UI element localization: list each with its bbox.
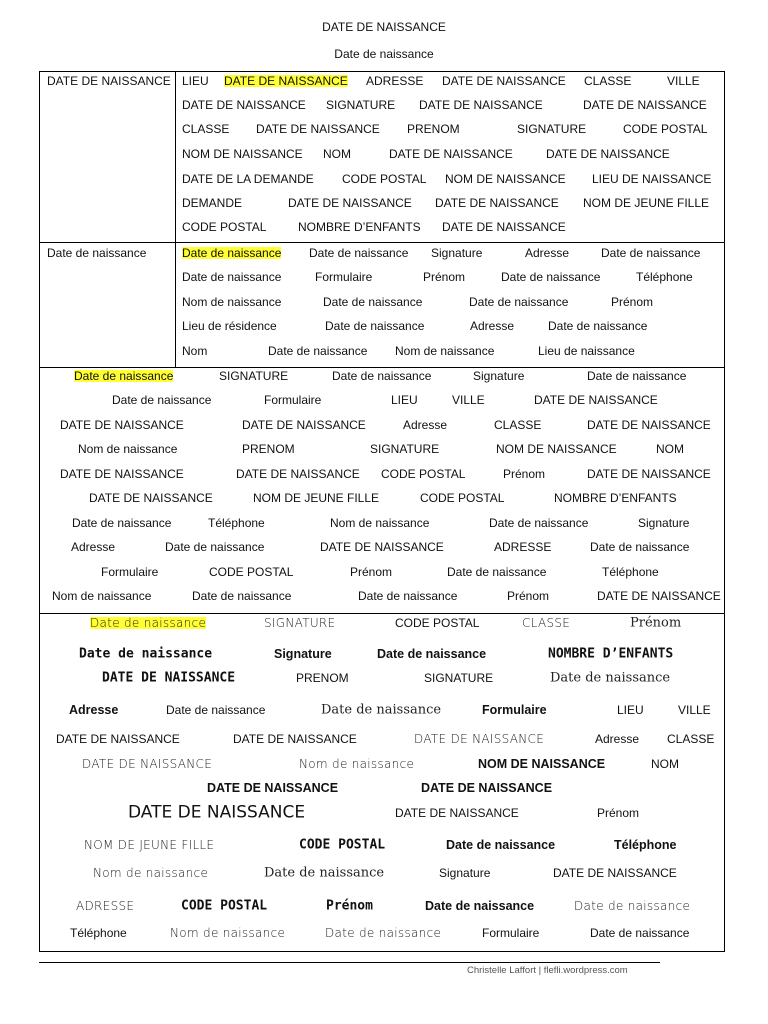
word: CODE POSTAL	[209, 565, 294, 579]
word: Formulaire	[264, 393, 322, 407]
word: Date de naissance	[321, 702, 442, 718]
word: Adresse	[403, 418, 448, 432]
word: Date de naissance	[268, 344, 368, 358]
word: DATE DE NAISSANCE	[597, 589, 721, 603]
word: Date de naissance	[323, 295, 423, 309]
word: Date de naissance	[377, 646, 487, 661]
word: CODE POSTAL	[420, 491, 505, 505]
word: Date de naissance	[548, 319, 648, 333]
row-divider	[40, 613, 724, 614]
word: Téléphone	[636, 270, 693, 284]
word: PRENOM	[407, 122, 460, 136]
word: NOMBRE D’ENFANTS	[548, 646, 674, 662]
word: CODE POSTAL	[381, 467, 466, 481]
word: Date de naissance	[112, 393, 212, 407]
word: DEMANDE	[182, 196, 243, 210]
word: ADRESSE	[76, 899, 135, 913]
word: SIGNATURE	[326, 98, 396, 112]
word: Prénom	[503, 467, 546, 481]
word: Nom	[182, 344, 208, 358]
word: DATE DE NAISSANCE	[242, 418, 366, 432]
word: DATE DE NAISSANCE	[128, 802, 306, 823]
word: Date de naissance	[469, 295, 569, 309]
word: NOMBRE D’ENFANTS	[298, 220, 421, 234]
word: Date de naissance	[489, 516, 589, 530]
word: NOM DE JEUNE FILLE	[253, 491, 380, 505]
word: DATE DE NAISSANCE	[395, 806, 519, 820]
highlighted-word: Date de naissance	[90, 616, 207, 630]
word: Adresse	[71, 540, 116, 554]
word: Adresse	[69, 702, 119, 717]
word: PRENOM	[296, 671, 349, 685]
word: DATE DE NAISSANCE	[233, 732, 357, 746]
word: DATE DE NAISSANCE	[553, 866, 677, 880]
word: CODE POSTAL	[395, 616, 480, 630]
word: Date de naissance	[72, 516, 172, 530]
page-title: DATE DE NAISSANCE	[322, 20, 446, 34]
word: Adresse	[470, 319, 515, 333]
word: DATE DE NAISSANCE	[414, 732, 545, 746]
word: Date de naissance	[332, 369, 432, 383]
word: CODE POSTAL	[181, 898, 268, 914]
word: Date de naissance	[192, 589, 292, 603]
word: DATE DE NAISSANCE	[435, 196, 559, 210]
word: Formulaire	[482, 926, 540, 940]
word: DATE DE NAISSANCE	[56, 732, 180, 746]
word: Prénom	[423, 270, 466, 284]
word: DATE DE NAISSANCE	[60, 467, 184, 481]
word: SIGNATURE	[264, 616, 336, 630]
word: NOM	[651, 757, 679, 771]
word: DATE DE NAISSANCE	[182, 98, 306, 112]
word: Date de naissance	[501, 270, 601, 284]
word: Date de naissance	[79, 646, 213, 662]
word: DATE DE NAISSANCE	[419, 98, 543, 112]
word: Prénom	[350, 565, 393, 579]
word: SIGNATURE	[219, 369, 289, 383]
word: Nom de naissance	[52, 589, 152, 603]
word: Formulaire	[315, 270, 373, 284]
word: CODE POSTAL	[342, 172, 427, 186]
word: DATE DE NAISSANCE	[389, 147, 513, 161]
word: CODE POSTAL	[623, 122, 708, 136]
word: NOM DE JEUNE FILLE	[84, 838, 215, 852]
word: LIEU	[182, 74, 209, 88]
highlighted-word: Date de naissance	[182, 246, 282, 260]
word: Date de naissance	[165, 540, 265, 554]
word: DATE DE NAISSANCE	[288, 196, 412, 210]
word: Date de naissance	[590, 540, 690, 554]
word: Téléphone	[70, 926, 127, 940]
word: DATE DE NAISSANCE	[102, 670, 236, 686]
word: VILLE	[678, 703, 711, 717]
word: Formulaire	[101, 565, 159, 579]
word-search-table	[39, 71, 725, 952]
word: SIGNATURE	[424, 671, 494, 685]
word: NOM DE NAISSANCE	[478, 756, 606, 771]
word: DATE DE NAISSANCE	[421, 780, 553, 795]
word: Date de naissance	[447, 565, 547, 579]
word: Date de naissance	[358, 589, 458, 603]
word: Date de naissance	[590, 926, 690, 940]
word: DATE DE LA DEMANDE	[182, 172, 314, 186]
word: Signature	[473, 369, 525, 383]
word: Prénom	[326, 898, 373, 914]
word: PRENOM	[242, 442, 295, 456]
word: Date de naissance	[446, 837, 556, 852]
word: Date de naissance	[550, 670, 671, 686]
word: DATE DE NAISSANCE	[89, 491, 213, 505]
word: Signature	[638, 516, 690, 530]
word: CLASSE	[494, 418, 542, 432]
word: Nom de naissance	[182, 295, 282, 309]
word: CODE POSTAL	[182, 220, 267, 234]
word: CLASSE	[522, 616, 571, 630]
highlighted-word: DATE DE NAISSANCE	[224, 74, 348, 88]
word: DATE DE NAISSANCE	[320, 540, 444, 554]
footer-credit: Christelle Laffort | flefli.wordpress.com	[467, 965, 628, 976]
word: DATE DE NAISSANCE	[587, 467, 711, 481]
word: Date de naissance	[574, 899, 691, 913]
word: Adresse	[595, 732, 640, 746]
word: Téléphone	[208, 516, 265, 530]
word: Téléphone	[614, 837, 677, 852]
word: Prénom	[507, 589, 550, 603]
word: DATE DE NAISSANCE	[82, 757, 213, 771]
word: Date de naissance	[264, 865, 385, 881]
word: VILLE	[667, 74, 700, 88]
word: Nom de naissance	[330, 516, 430, 530]
word: Date de naissance	[325, 926, 442, 940]
section-label: Date de naissance	[47, 246, 147, 260]
word: SIGNATURE	[370, 442, 440, 456]
word: Nom de naissance	[170, 926, 286, 940]
word: Date de naissance	[309, 246, 409, 260]
word: DATE DE NAISSANCE	[256, 122, 380, 136]
word: ADRESSE	[494, 540, 552, 554]
word: CLASSE	[584, 74, 632, 88]
word: Date de naissance	[425, 898, 535, 913]
word: NOM	[323, 147, 351, 161]
page-subtitle: Date de naissance	[334, 47, 434, 61]
word: Téléphone	[602, 565, 659, 579]
word: CLASSE	[182, 122, 230, 136]
word: Signature	[431, 246, 483, 260]
word: CODE POSTAL	[299, 837, 386, 853]
word: LIEU	[391, 393, 418, 407]
word: Nom de naissance	[299, 757, 415, 771]
word: Date de naissance	[182, 270, 282, 284]
footer-divider	[39, 962, 660, 963]
word: DATE DE NAISSANCE	[587, 418, 711, 432]
word: Date de naissance	[166, 703, 266, 717]
word: Lieu de naissance	[538, 344, 635, 358]
word: Nom de naissance	[78, 442, 178, 456]
word: NOM DE JEUNE FILLE	[583, 196, 710, 210]
section-label: DATE DE NAISSANCE	[47, 74, 171, 88]
word: LIEU	[617, 703, 644, 717]
word: DATE DE NAISSANCE	[236, 467, 360, 481]
word: Date de naissance	[325, 319, 425, 333]
word: Prénom	[597, 806, 640, 820]
word: DATE DE NAISSANCE	[583, 98, 707, 112]
word: NOM DE NAISSANCE	[445, 172, 566, 186]
word: DATE DE NAISSANCE	[534, 393, 658, 407]
row-divider	[40, 242, 724, 243]
word: Formulaire	[482, 702, 547, 717]
word: Prénom	[611, 295, 654, 309]
row-divider	[40, 367, 724, 368]
word: NOM	[656, 442, 684, 456]
word: Signature	[274, 646, 332, 661]
word: Nom de naissance	[395, 344, 495, 358]
highlighted-word: Date de naissance	[74, 369, 174, 383]
word: Nom de naissance	[93, 866, 209, 880]
word: Signature	[439, 866, 491, 880]
word: Date de naissance	[587, 369, 687, 383]
word: Lieu de résidence	[182, 319, 277, 333]
word: DATE DE NAISSANCE	[442, 220, 566, 234]
word: DATE DE NAISSANCE	[207, 780, 339, 795]
word: NOM DE NAISSANCE	[182, 147, 303, 161]
word: NOMBRE D’ENFANTS	[554, 491, 677, 505]
word: DATE DE NAISSANCE	[546, 147, 670, 161]
column-divider	[175, 72, 176, 368]
word: LIEU DE NAISSANCE	[592, 172, 712, 186]
word: SIGNATURE	[517, 122, 587, 136]
word: Adresse	[525, 246, 570, 260]
word: NOM DE NAISSANCE	[496, 442, 617, 456]
word: Date de naissance	[601, 246, 701, 260]
word: VILLE	[452, 393, 485, 407]
word: Prénom	[630, 615, 682, 631]
word: DATE DE NAISSANCE	[60, 418, 184, 432]
word: DATE DE NAISSANCE	[442, 74, 566, 88]
word: CLASSE	[667, 732, 715, 746]
word: ADRESSE	[366, 74, 424, 88]
